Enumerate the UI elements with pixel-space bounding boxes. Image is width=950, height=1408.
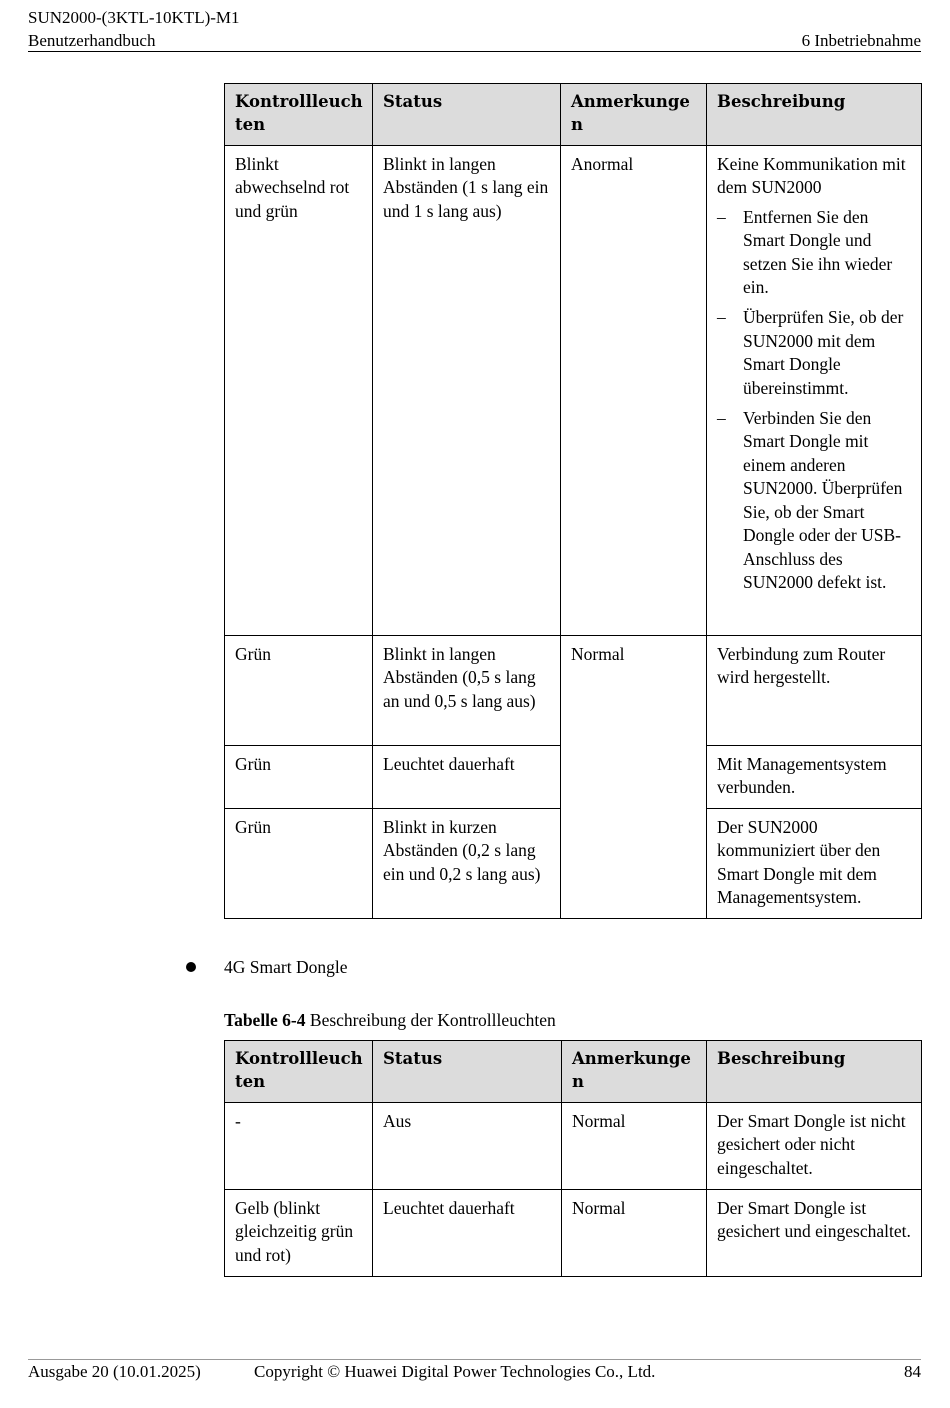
col-header-description: Beschreibung <box>707 1041 922 1103</box>
table-row <box>225 146 922 636</box>
cell-description: Verbindung zum Router wird hergestellt. <box>707 636 922 746</box>
cell-note: Normal <box>562 1103 707 1190</box>
cell-description: Der Smart Dongle ist nicht gesichert oder nicht eingeschaltet. <box>707 1103 922 1190</box>
col-header-led: Kontrollleuch ten <box>225 1041 373 1103</box>
cell-note: Anormal <box>561 146 707 636</box>
col-header-status: Status <box>373 1041 562 1103</box>
cell-note: Normal <box>562 1190 707 1277</box>
bullet-dot-icon <box>186 962 196 972</box>
cell-status: Aus <box>373 1103 562 1190</box>
col-header-status: Status <box>373 84 561 146</box>
cell-status: Leuchtet dauerhaft <box>373 746 561 809</box>
led-table-1 <box>224 83 922 919</box>
page-number: 84 <box>904 1362 921 1381</box>
col-header-led: Kontrollleuch ten <box>225 84 373 146</box>
bullet-text: 4G Smart Dongle <box>224 957 348 977</box>
table-row <box>225 636 922 746</box>
col-header-note: Anmerkunge n <box>562 1041 707 1103</box>
col-header-description: Beschreibung <box>707 84 922 146</box>
col-header-note: Anmerkunge n <box>561 84 707 146</box>
cell-description: Der Smart Dongle ist gesichert und eingeschaltet. <box>707 1190 922 1277</box>
description-intro: Keine Kommunikation mit dem SUN2000 <box>717 154 906 198</box>
page-header <box>28 6 921 52</box>
list-item: – Verbinden Sie den Smart Dongle mit einem anderen SUN2000. Überprüfen Sie, ob der Smart Dongle oder der USB-Anschluss des SUN2000 defekt ist. <box>717 407 911 594</box>
table-caption <box>224 1009 556 1032</box>
header-divider <box>28 51 921 52</box>
cell-status: Leuchtet dauerhaft <box>373 1190 562 1277</box>
table-row <box>225 1190 922 1277</box>
header-manual: Benutzerhandbuch <box>28 31 156 50</box>
cell-status: Blinkt in langen Abständen (0,5 s lang an und 0,5 s lang aus) <box>373 636 561 746</box>
cell-led: Blinkt abwechselnd rot und grün <box>225 146 373 636</box>
cell-status: Blinkt in langen Abständen (1 s lang ein und 1 s lang aus) <box>373 146 561 636</box>
cell-led: - <box>225 1103 373 1190</box>
cell-led: Grün <box>225 809 373 919</box>
cell-led: Gelb (blinkt gleichzeitig grün und rot) <box>225 1190 373 1277</box>
cell-led: Grün <box>225 746 373 809</box>
list-item: – Entfernen Sie den Smart Dongle und setzen Sie ihn wieder ein. <box>717 206 911 300</box>
cell-note: Normal <box>561 636 707 919</box>
led-table-2 <box>224 1040 922 1277</box>
table-row <box>225 1103 922 1190</box>
caption-text: Beschreibung der Kontrollleuchten <box>305 1010 556 1030</box>
cell-description <box>707 146 922 636</box>
troubleshooting-list <box>717 206 911 595</box>
cell-description: Mit Managementsystem verbunden. <box>707 746 922 809</box>
cell-description: Der SUN2000 kommuniziert über den Smart Dongle mit dem Managementsystem. <box>707 809 922 919</box>
list-item: – Überprüfen Sie, ob der SUN2000 mit dem Smart Dongle übereinstimmt. <box>717 306 911 400</box>
footer-edition: Ausgabe 20 (10.01.2025) <box>28 1362 201 1381</box>
header-chapter: 6 Inbetriebnahme <box>801 31 921 50</box>
caption-label: Tabelle 6-4 <box>224 1010 306 1030</box>
footer-copyright: Copyright © Huawei Digital Power Technologies Co., Ltd. <box>254 1362 656 1381</box>
cell-led: Grün <box>225 636 373 746</box>
cell-status: Blinkt in kurzen Abständen (0,2 s lang ein und 0,2 s lang aus) <box>373 809 561 919</box>
table-header-row <box>225 84 922 146</box>
table-header-row <box>225 1041 922 1103</box>
header-model: SUN2000-(3KTL-10KTL)-M1 <box>28 8 240 27</box>
